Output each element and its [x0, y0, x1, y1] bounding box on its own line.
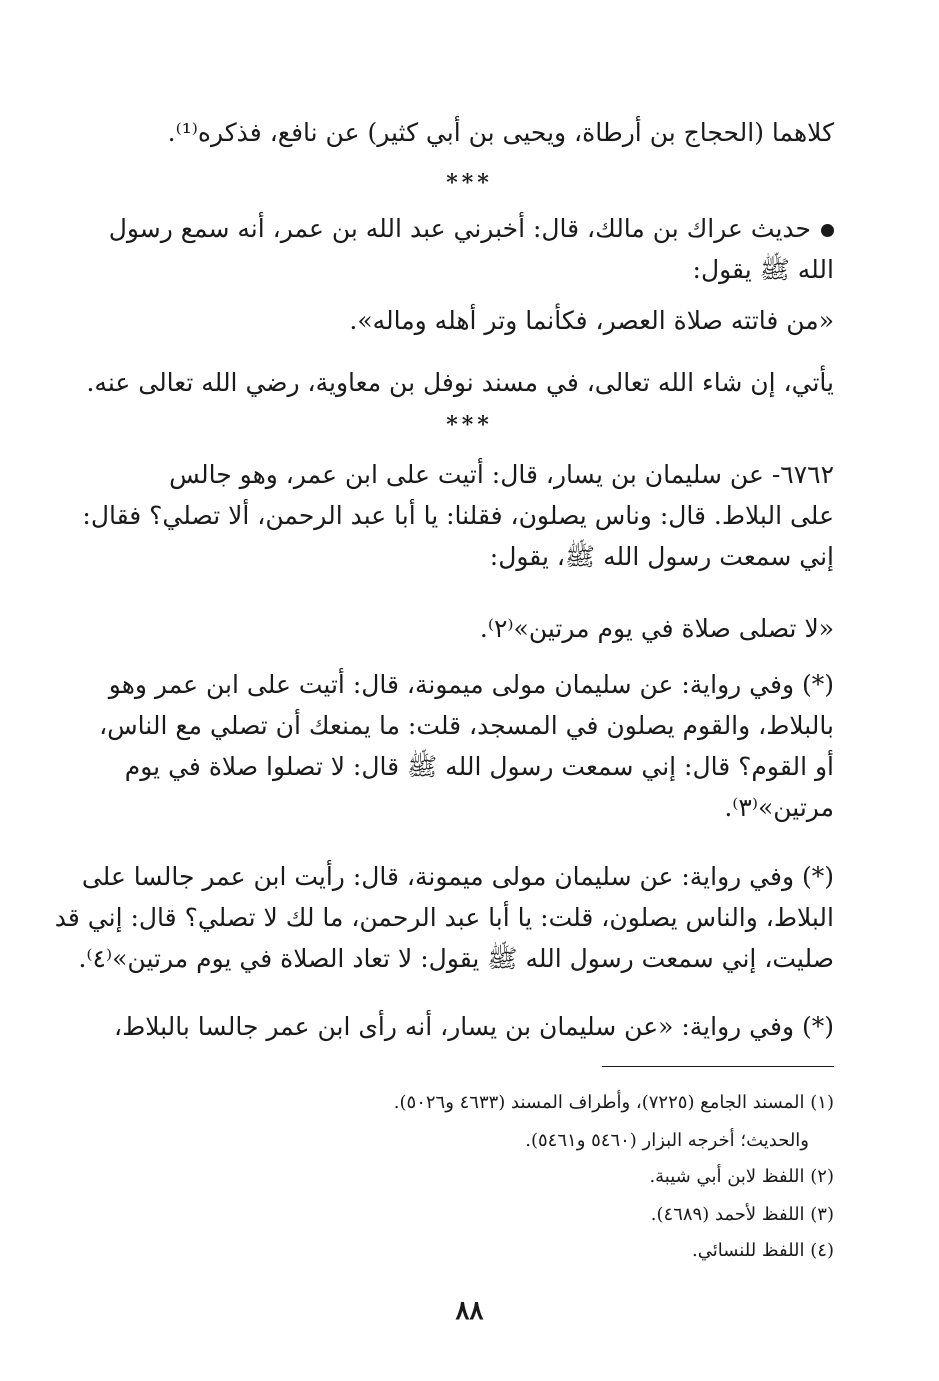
intro-line — [92, 112, 834, 153]
text-line: يأتي، إن شاء الله تعالى، في مسند نوفل بن معاوية، رضي الله تعالى عنه. — [86, 368, 834, 397]
footnote-2: (٢) اللفظ لابن أبي شيبة. — [649, 1166, 834, 1187]
hadith-2-quote — [92, 608, 834, 649]
hadith-1-quote — [92, 300, 834, 341]
footnote-divider — [602, 1066, 834, 1067]
text-line: البلاط، والناس يصلون، قلت: يا أبا عبد الرحمن، ما لك لا تصلي؟ قال: إني قد — [54, 903, 834, 932]
text-line: على البلاط. قال: وناس يصلون، فقلنا: يا أبا عبد الرحمن، ألا تصلي؟ فقال: — [82, 501, 834, 530]
page-number: ٨٨ — [455, 1296, 484, 1326]
footnote-3: (٣) اللفظ لأحمد (٤٦٨٩). — [650, 1204, 834, 1225]
text-line: صليت، إني سمعت رسول الله ﷺ يقول: لا تعاد الصلاة في يوم مرتين»⁽٤⁾. — [78, 944, 834, 973]
text-line: حديث عراك بن مالك، قال: أخبرني عبد الله بن عمر، أنه سمع رسول — [108, 214, 811, 243]
section-separator: *** — [446, 412, 493, 438]
text-line: كلاهما (الحجاج بن أرطاة، ويحيى بن أبي كثير) عن نافع، فذكره⁽¹⁾. — [167, 118, 834, 147]
footnote-1-continuation: والحديث؛ أخرجه البزار (٥٤٦٠ و٥٤٦١). — [525, 1130, 809, 1151]
hadith-1-text — [92, 208, 834, 290]
rewaya-2 — [54, 856, 834, 979]
text-line: (*) وفي رواية: عن سليمان مولى ميمونة، قال: أتيت على ابن عمر وهو — [108, 670, 834, 699]
rewaya-1 — [92, 664, 834, 828]
text-line: (*) وفي رواية: «عن سليمان بن يسار، أنه رأى ابن عمر جالسا بالبلاط، — [114, 1012, 834, 1041]
text-line: بالبلاط، والقوم يصلون في المسجد، قلت: ما يمنعك أن تصلي مع الناس، — [99, 711, 834, 740]
footnote-4: (٤) اللفظ للنسائي. — [692, 1240, 834, 1261]
text-line: أو القوم؟ قال: إني سمعت رسول الله ﷺ قال: لا تصلوا صلاة في يوم — [124, 752, 834, 781]
text-line: مرتين»⁽٣⁾. — [724, 793, 834, 822]
text-line-with-bullet — [92, 208, 834, 249]
text-line: «من فاتته صلاة العصر، فكأنما وتر أهله وماله». — [349, 306, 834, 335]
footnote-1: (١) المسند الجامع (٧٢٢٥)، وأطراف المسند (٤٦٣٣ و٥٠٢٦). — [393, 1092, 834, 1113]
text-line: «لا تصلى صلاة في يوم مرتين»⁽٢⁾. — [479, 614, 834, 643]
text-line: (*) وفي رواية: عن سليمان مولى ميمونة، قال: رأيت ابن عمر جالسا على — [81, 862, 834, 891]
hadith-2-text — [82, 454, 834, 577]
text-line: ٦٧٦٢- عن سليمان بن يسار، قال: أتيت على ابن عمر، وهو جالس — [169, 460, 834, 489]
text-line: الله ﷺ يقول: — [692, 255, 834, 284]
text-line: إني سمعت رسول الله ﷺ، يقول: — [489, 542, 834, 571]
section-separator: *** — [446, 170, 493, 196]
bullet-icon — [821, 224, 834, 237]
rewaya-3 — [92, 1006, 834, 1047]
hadith-1-note — [86, 362, 834, 403]
